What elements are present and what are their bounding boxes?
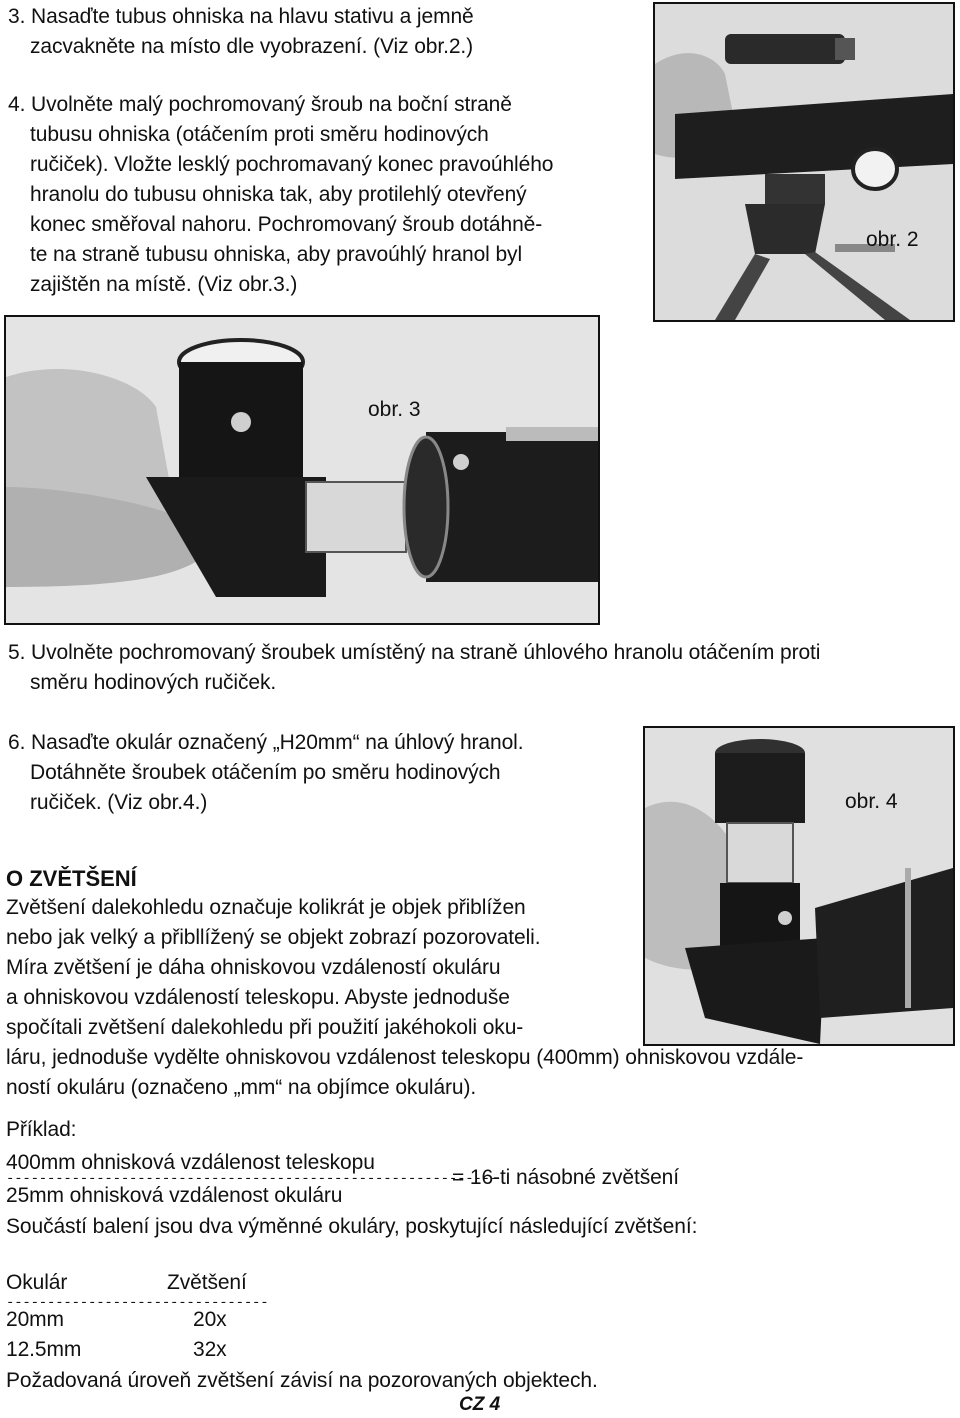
text-line: a ohniskovou vzdáleností teleskopu. Abyste jednoduše [6, 986, 510, 1009]
figure-3-photo [4, 315, 600, 625]
text-line: 3. Nasaďte tubus ohniska na hlavu stativu a jemně [8, 5, 474, 28]
text-line: zajištěn na místě. (Viz obr.3.) [30, 273, 298, 296]
figure-4-caption: obr. 4 [845, 790, 898, 813]
fraction-result: = 16-ti násobné zvětšení [452, 1166, 680, 1189]
table-header-magnification: Zvětšení [167, 1271, 247, 1294]
text-line: 6. Nasaďte okulár označený „H20mm“ na úhlový hranol. [8, 731, 524, 754]
figure-3-caption: obr. 3 [368, 398, 421, 421]
step-6-text [8, 728, 523, 818]
text-line: spočítali zvětšení dalekohledu při použití jakéhokoli oku- [6, 1016, 524, 1039]
step-3-text [8, 2, 474, 62]
text-line: 4. Uvolněte malý pochromovaný šroub na boční straně [8, 93, 512, 116]
magnification-text [6, 893, 803, 1103]
text-line: Míra zvětšení je dáha ohniskovou vzdáleností okuláru [6, 956, 501, 979]
step-5-text [8, 638, 820, 698]
table-cell: 20mm [6, 1308, 64, 1331]
package-note: Součástí balení jsou dva výměnné okuláry, poskytující následující zvětšení: [6, 1215, 698, 1238]
figure-2-caption: obr. 2 [866, 228, 919, 251]
text-line: směru hodinových ručiček. [30, 671, 277, 694]
table-cell: 32x [193, 1338, 227, 1361]
step-4-text [8, 90, 553, 300]
text-line: Zvětšení dalekohledu označuje kolikrát je objek přiblížen [6, 896, 526, 919]
text-line: 5. Uvolněte pochromovaný šroubek umístěný na straně úhlového hranolu otáčením proti [8, 641, 821, 664]
telescope-tripod-illustration [655, 4, 953, 320]
text-line: te na straně tubusu ohniska, aby pravoúhlý hranol byl [30, 243, 523, 266]
diagonal-prism-illustration [6, 317, 598, 623]
text-line: ručiček). Vložte lesklý pochromavaný konec pravoúhlého [30, 153, 554, 176]
table-cell: 20x [193, 1308, 227, 1331]
fraction-numerator: 400mm ohnisková vzdálenost teleskopu [6, 1151, 375, 1174]
text-line: láru, jednoduše vydělte ohniskovou vzdálenost teleskopu (400mm) ohniskovou vzdále- [6, 1046, 804, 1069]
figure-2-photo [653, 2, 955, 322]
page-number: CZ 4 [459, 1394, 501, 1415]
table-separator: -------------------------------- [6, 1295, 269, 1311]
text-line: Dotáhněte šroubek otáčením po směru hodinových [30, 761, 501, 784]
text-line: nebo jak velký a přibllížený se objekt zobrazí pozorovateli. [6, 926, 541, 949]
table-cell: 12.5mm [6, 1338, 82, 1361]
text-line: ností okuláru (označeno „mm“ na objímce okuláru). [6, 1076, 477, 1099]
fraction-denominator: 25mm ohnisková vzdálenost okuláru [6, 1184, 343, 1207]
text-line: ručiček. (Viz obr.4.) [30, 791, 208, 814]
section-heading: O ZVĚTŠENÍ [6, 866, 137, 891]
table-header-eyepiece: Okulár [6, 1271, 68, 1294]
text-line: konec směřoval nahoru. Pochromovaný šroub dotáhně- [30, 213, 543, 236]
fraction-line: ------------------------------------------------------------ [6, 1171, 499, 1187]
table-footnote: Požadovaná úroveň zvětšení závisí na pozorovaných objektech. [6, 1369, 598, 1392]
text-line: hranolu do tubusu ohniska tak, aby protilehlý otevřený [30, 183, 527, 206]
text-line: zacvakněte na místo dle vyobrazení. (Viz obr.2.) [30, 35, 474, 58]
text-line: tubusu ohniska (otáčením proti směru hodinových [30, 123, 489, 146]
example-label: Příklad: [6, 1118, 77, 1141]
